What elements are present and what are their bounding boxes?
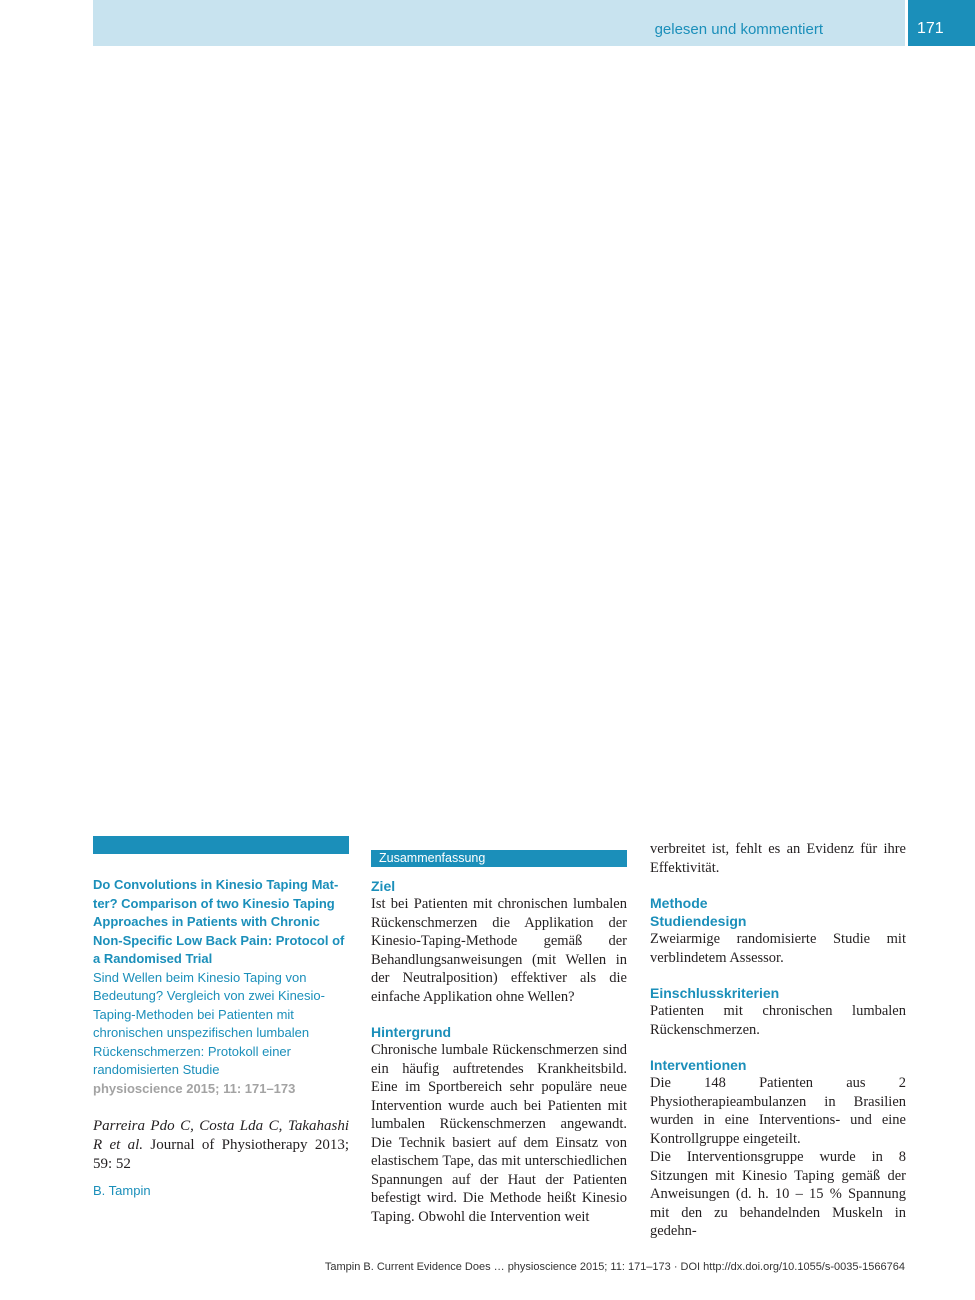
text-interventionen-1: Die 148 Patienten aus 2 Physiotherapieambulanzen in Brasilien wurden in eine Interventions- und eine Kontrollgruppe eingeteilt. xyxy=(650,1075,906,1147)
abstract-column-2 xyxy=(650,840,906,1241)
heading-einschlusskriterien: Einschlusskriterien xyxy=(650,985,780,1001)
text-ziel: Ist bei Patienten mit chronischen lumbalen Rückenschmerzen die Applikation der Kinesio-Taping-Methode gemäß der Behandlungsanweisungen (mit Wellen in der Neutralposition) effektiver als die einfache Applikation ohne Wellen? xyxy=(371,896,627,1005)
article-title-english: Do Convolutions in Kinesio Taping Mat-ter? Comparison of two Kinesio Taping Approaches in Patients with Chronic Non-Specific Low Back Pain: Protocol of a Randomised Trial xyxy=(93,877,345,966)
accent-bar xyxy=(93,836,349,854)
page-number: 171 xyxy=(908,0,975,46)
section-title: gelesen und kommentiert xyxy=(654,21,823,38)
abstract-column-1 xyxy=(371,850,627,1226)
text-studiendesign: Zweiarmige randomisierte Studie mit verblindetem Assessor. xyxy=(650,931,906,966)
heading-studiendesign: Studiendesign xyxy=(650,913,747,929)
text-interventionen-2: Die Interventionsgruppe wurde in 8 Sitzungen mit Kinesio Taping gemäß der Anweisungen (d. h. 10 – 15 % Spannung mit den zu behandelnden Muskeln in gedehn- xyxy=(650,1149,906,1239)
text-hintergrund: Chronische lumbale Rückenschmerzen sind ein häufig auftretendes Krankheitsbild. Eine im Sportbereich sehr populäre neue Intervention wurde auch bei Patienten mit lumbalen Rückenschmerzen angewandt. Die Technik basiert auf dem Einsatz von elastischem Tape, das mit unterschiedlichen Spannungen auf der Haut der Patienten befestigt wird. Die Methode heißt Kinesio Taping. Obwohl die Intervention weit xyxy=(371,1042,627,1225)
heading-interventionen: Interventionen xyxy=(650,1057,747,1073)
article-info-column xyxy=(93,836,349,1200)
abstract-label: Zusammenfassung xyxy=(371,850,627,867)
heading-methode: Methode xyxy=(650,895,708,911)
heading-hintergrund: Hintergrund xyxy=(371,1024,452,1040)
text-einschlusskriterien: Patienten mit chronischen lumbalen Rückenschmerzen. xyxy=(650,1003,906,1038)
article-source: physioscience 2015; 11: 171–173 xyxy=(93,1080,296,1096)
text-hintergrund-continued: verbreitet ist, fehlt es an Evidenz für ihre Effektivität. xyxy=(650,841,906,876)
citation-authors: Parreira Pdo C, Costa Lda C, Takahashi R et al. xyxy=(93,1118,349,1153)
header-band xyxy=(93,0,905,46)
article-title-german: Sind Wellen beim Kinesio Taping von Bedeutung? Vergleich von zwei Kinesio-Taping-Methoden bei Patienten mit chronischen unspezifischen lumbalen Rückenschmerzen: Protokoll einer randomisierten Studie xyxy=(93,969,325,1077)
commentator: B. Tampin xyxy=(93,1183,151,1198)
citation-journal: Journal of Physiotherapy 2013; 59: 52 xyxy=(93,1137,349,1172)
heading-ziel: Ziel xyxy=(371,878,396,894)
page-footer: Tampin B. Current Evidence Does … physioscience 2015; 11: 171–173 · DOI http://dx.doi.org/10.1055/s-0035-1566764 xyxy=(324,1261,905,1273)
citation xyxy=(93,1117,349,1174)
